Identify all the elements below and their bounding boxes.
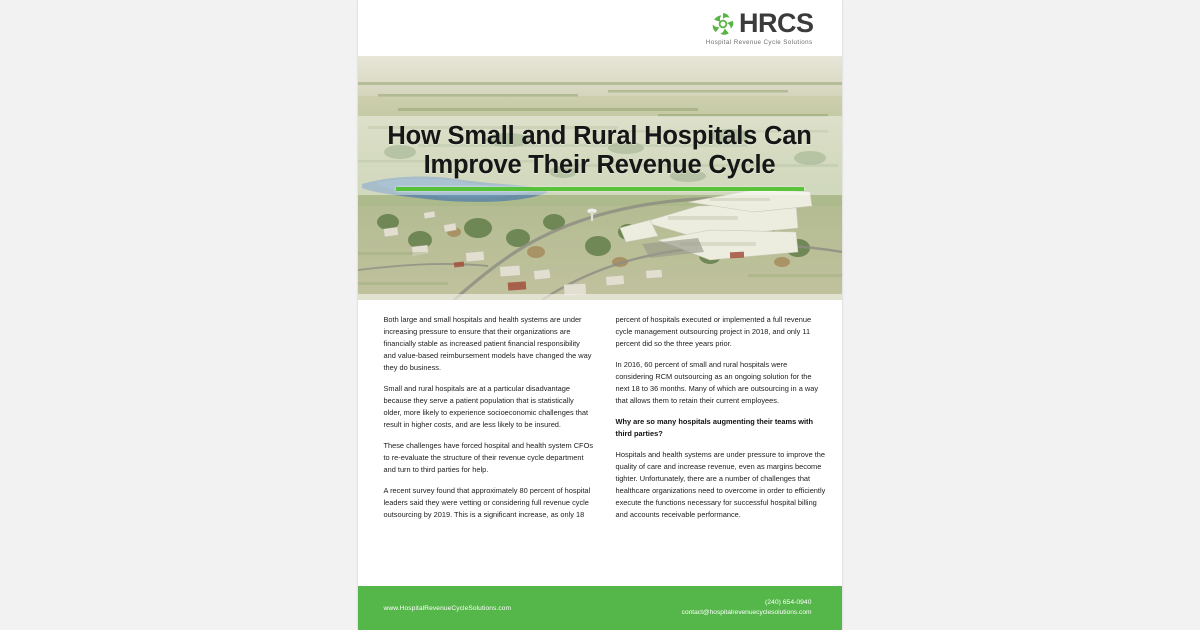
paragraph: Small and rural hospitals are at a particular disadvantage because they serve a patient population that is statistically older, more likely to experience socioeconomic challenges that result in higher costs, and are less likely to be insured. (383, 383, 589, 429)
paragraph: Both large and small hospitals and health systems are under increasing pressure to ensure that their organizations are financially stable as increased patient financial responsibility and value-based reimbursement models have changed the way they do business. (383, 315, 592, 372)
hero-banner (358, 56, 842, 300)
hero-title-line-2: Improve Their Revenue Cycle (423, 150, 776, 179)
right-column (616, 314, 826, 580)
hero-title-band (358, 116, 842, 195)
paragraph: A recent survey found that approximately 80 percent of hospital leaders said they were vetting or considering full revenue cycle outsourcing by 2019. This is a significant increase, as only 18 (383, 485, 591, 519)
page-header (358, 0, 842, 56)
hero-title-line-1: How Small and Rural Hospitals Can (387, 122, 812, 150)
green-accent-rule (396, 187, 804, 191)
logo-row (710, 10, 814, 37)
paragraph: percent of hospitals executed or implemented a full revenue cycle management outsourcing project in 2018, and only 11 percent did so the three years prior. (615, 315, 812, 348)
flyer-page (358, 0, 842, 630)
footer-phone[interactable]: (240) 654-0940 (765, 598, 812, 606)
paragraph: Hospitals and health systems are under pressure to improve the quality of care and increase revenue, even as margins become tighter. Unfortunately, there are a number of challenges that healthcare organizations need to overcome in order to efficiently execute the functions necessary for successful hospital billing and accounts receivable performance. (615, 449, 826, 519)
green-swirl-icon (710, 11, 736, 37)
logo-tagline: Hospital Revenue Cycle Solutions (705, 39, 813, 46)
paragraph: In 2016, 60 percent of small and rural hospitals were considering RCM outsourcing as an ongoing solution for the next 18 to 36 months. Many of which are outsourcing in a way that allows them to retain their current employees. (615, 359, 819, 405)
left-column (384, 314, 594, 580)
section-heading: Why are so many hospitals augmenting their teams with third parties? (615, 416, 814, 438)
footer-contact (682, 598, 812, 619)
article-body (358, 300, 842, 586)
brand-logo[interactable] (706, 10, 814, 46)
footer-website[interactable]: www.HospitalRevenueCycleSolutions.com (383, 604, 512, 612)
footer-email[interactable]: contact@hospitalrevenuecyclesolutions.com (681, 609, 812, 617)
page-footer (358, 586, 842, 630)
logo-wordmark: HRCS (738, 8, 814, 38)
paragraph: These challenges have forced hospital and health system CFOs to re-evaluate the structure of their revenue cycle department and turn to third parties for help. (383, 440, 594, 474)
